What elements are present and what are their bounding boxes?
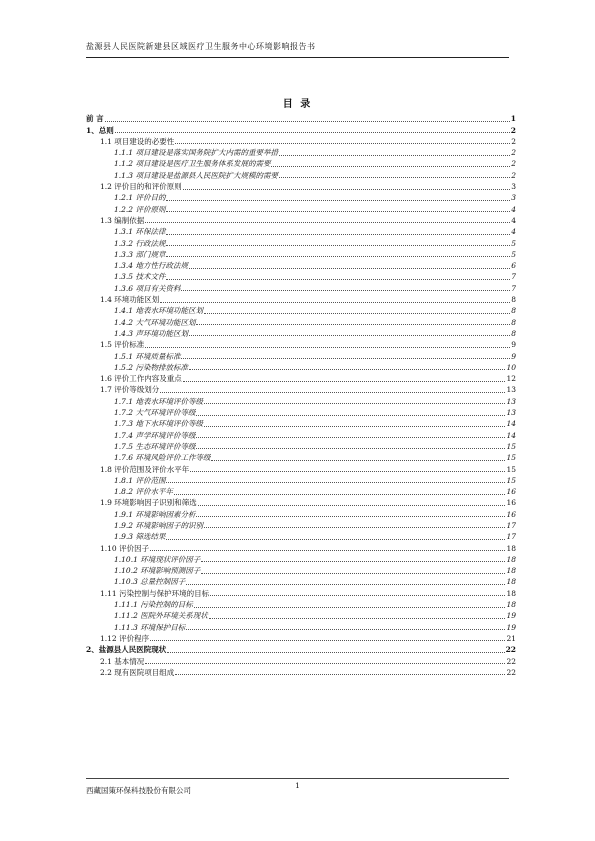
toc-entry-label: 1.12 评价程序 bbox=[100, 633, 150, 643]
toc-entry[interactable] bbox=[86, 497, 516, 508]
toc-leader-dots bbox=[279, 155, 510, 156]
toc-entry[interactable] bbox=[86, 655, 516, 666]
toc-entry[interactable] bbox=[86, 463, 516, 474]
toc-entry[interactable] bbox=[86, 475, 516, 486]
toc-entry-label: 1.3.5 技术文件 bbox=[114, 272, 166, 282]
toc-leader-dots bbox=[166, 245, 510, 246]
toc-entry-label: 1.10.2 环境影响预测因子 bbox=[114, 566, 201, 576]
toc-entry-page: 19 bbox=[506, 611, 516, 621]
footer-rule bbox=[86, 778, 509, 779]
toc-entry-label: 1.1.2 项目建设是医疗卫生服务体系发展的需要 bbox=[114, 159, 271, 169]
toc-entry-page: 19 bbox=[506, 622, 516, 632]
toc-leader-dots bbox=[189, 369, 505, 370]
toc-entry-label: 1.2 评价目的和评价原则 bbox=[100, 182, 182, 192]
toc-entry[interactable] bbox=[86, 215, 516, 226]
table-of-contents bbox=[86, 113, 516, 678]
toc-entry[interactable] bbox=[86, 644, 516, 655]
toc-entry-label: 1.8.1 评价范围 bbox=[114, 475, 166, 485]
toc-entry[interactable] bbox=[86, 147, 516, 158]
toc-leader-dots bbox=[160, 392, 505, 393]
toc-leader-dots bbox=[204, 426, 505, 427]
toc-entry-label: 1.4 环境功能区划 bbox=[100, 295, 160, 305]
toc-leader-dots bbox=[167, 652, 504, 653]
toc-leader-dots bbox=[211, 460, 505, 461]
toc-entry-label: 1.6 评价工作内容及重点 bbox=[100, 374, 182, 384]
toc-entry-label: 1.10.1 环境现状评价因子 bbox=[114, 554, 201, 564]
toc-entry-page: 4 bbox=[511, 227, 516, 237]
page-number: 1 bbox=[295, 781, 300, 790]
toc-entry-page: 2 bbox=[511, 148, 516, 158]
toc-entry-page: 15 bbox=[506, 475, 516, 485]
toc-entry[interactable] bbox=[86, 429, 516, 440]
toc-entry[interactable] bbox=[86, 565, 516, 576]
toc-leader-dots bbox=[196, 415, 505, 416]
toc-entry[interactable] bbox=[86, 542, 516, 553]
toc-entry-label: 1.7.3 地下水环境评价等级 bbox=[114, 419, 203, 429]
toc-entry-page: 16 bbox=[506, 487, 516, 497]
toc-leader-dots bbox=[175, 674, 505, 675]
toc-entry[interactable] bbox=[86, 282, 516, 293]
toc-leader-dots bbox=[190, 471, 505, 472]
toc-entry[interactable] bbox=[86, 486, 516, 497]
toc-entry-label: 2、盐源县人民医院现状 bbox=[86, 645, 167, 655]
toc-entry-page: 22 bbox=[506, 667, 516, 677]
toc-entry-label: 1.9.2 环境影响因子的识别 bbox=[114, 520, 203, 530]
toc-entry-page: 6 bbox=[511, 261, 516, 271]
toc-entry-page: 4 bbox=[511, 215, 516, 225]
toc-entry-page: 18 bbox=[506, 588, 516, 598]
toc-entry[interactable] bbox=[86, 599, 516, 610]
toc-leader-dots bbox=[204, 527, 505, 528]
toc-entry-label: 1.9 环境影响因子识别和筛选 bbox=[100, 498, 197, 508]
toc-entry-page: 5 bbox=[511, 238, 516, 248]
toc-entry-label: 1.1.1 项目建设是落实国务院扩大内需的重要举措 bbox=[114, 148, 278, 158]
toc-entry-page: 3 bbox=[511, 182, 516, 192]
toc-leader-dots bbox=[150, 640, 505, 641]
toc-leader-dots bbox=[166, 234, 510, 235]
toc-entry-label: 1.7 评价等级划分 bbox=[100, 385, 160, 395]
toc-entry-page: 10 bbox=[506, 362, 516, 372]
toc-entry-label: 1.3.4 地方性行政法规 bbox=[114, 261, 188, 271]
toc-entry-page: 13 bbox=[506, 385, 516, 395]
toc-entry-label: 1.11.3 环境保护目标 bbox=[114, 622, 186, 632]
toc-entry-label: 1.7.6 环境风险评价工作等级 bbox=[114, 453, 211, 463]
toc-entry-page: 15 bbox=[506, 464, 516, 474]
toc-entry-page: 18 bbox=[506, 600, 516, 610]
toc-leader-dots bbox=[201, 573, 505, 574]
toc-entry-page: 18 bbox=[506, 566, 516, 576]
toc-entry[interactable] bbox=[86, 621, 516, 632]
toc-entry-page: 3 bbox=[511, 193, 516, 203]
toc-entry[interactable] bbox=[86, 610, 516, 621]
toc-entry[interactable] bbox=[86, 226, 516, 237]
toc-leader-dots bbox=[160, 302, 510, 303]
toc-leader-dots bbox=[183, 381, 506, 382]
toc-leader-dots bbox=[166, 279, 510, 280]
toc-entry-page: 2 bbox=[510, 125, 516, 135]
toc-entry[interactable] bbox=[86, 237, 516, 248]
toc-entry-label: 1.7.4 声学环境评价等级 bbox=[114, 430, 196, 440]
toc-leader-dots bbox=[145, 663, 505, 664]
toc-leader-dots bbox=[279, 177, 510, 178]
toc-entry[interactable] bbox=[86, 667, 516, 678]
toc-entry-label: 2.1 基本情况 bbox=[100, 656, 145, 666]
toc-entry-label: 前 言 bbox=[86, 114, 104, 124]
toc-entry-page: 16 bbox=[506, 498, 516, 508]
toc-entry-label: 1.8 评价范围及评价水平年 bbox=[100, 464, 190, 474]
toc-entry-label: 1.9.3 筛选结果 bbox=[114, 532, 166, 542]
toc-entry[interactable] bbox=[86, 373, 516, 384]
toc-entry-label: 1.4.2 大气环境功能区划 bbox=[114, 317, 196, 327]
toc-entry-page: 18 bbox=[506, 543, 516, 553]
toc-entry-label: 1.11 污染控制与保护环境的目标 bbox=[100, 588, 210, 598]
header-rule bbox=[86, 57, 509, 58]
toc-leader-dots bbox=[166, 211, 510, 212]
toc-entry-page: 21 bbox=[506, 633, 516, 643]
toc-entry-page: 1 bbox=[510, 114, 516, 124]
toc-entry-label: 1.7.2 大气环境评价等级 bbox=[114, 408, 196, 418]
toc-entry[interactable] bbox=[86, 192, 516, 203]
toc-entry[interactable] bbox=[86, 350, 516, 361]
toc-entry-label: 1.11.2 医院外环境关系现状 bbox=[114, 611, 208, 621]
toc-entry-label: 2.2 现有医院项目组成 bbox=[100, 667, 175, 677]
toc-leader-dots bbox=[189, 335, 510, 336]
toc-entry-page: 8 bbox=[511, 295, 516, 305]
toc-title: 目 录 bbox=[282, 99, 313, 110]
toc-entry-page: 17 bbox=[506, 532, 516, 542]
toc-entry-page: 14 bbox=[506, 430, 516, 440]
toc-leader-dots bbox=[166, 539, 505, 540]
toc-entry-label: 1.11.1 污染控制的目标 bbox=[114, 600, 193, 610]
toc-leader-dots bbox=[198, 505, 506, 506]
toc-entry-page: 15 bbox=[506, 453, 516, 463]
toc-leader-dots bbox=[105, 121, 510, 122]
toc-leader-dots bbox=[196, 516, 505, 517]
toc-entry[interactable] bbox=[86, 531, 516, 542]
toc-leader-dots bbox=[201, 561, 505, 562]
toc-entry-page: 8 bbox=[511, 306, 516, 316]
toc-entry[interactable] bbox=[86, 316, 516, 327]
toc-entry-label: 1.4.1 地表水环境功能区划 bbox=[114, 306, 203, 316]
toc-entry[interactable] bbox=[86, 554, 516, 565]
toc-entry-page: 17 bbox=[506, 520, 516, 530]
toc-leader-dots bbox=[145, 222, 510, 223]
toc-entry-page: 12 bbox=[506, 374, 516, 384]
toc-entry-page: 7 bbox=[511, 272, 516, 282]
toc-entry[interactable] bbox=[86, 407, 516, 418]
toc-leader-dots bbox=[196, 448, 505, 449]
toc-entry-page: 13 bbox=[506, 408, 516, 418]
toc-entry-page: 8 bbox=[511, 317, 516, 327]
toc-entry[interactable] bbox=[86, 169, 516, 180]
toc-entry-page: 13 bbox=[506, 396, 516, 406]
toc-leader-dots bbox=[209, 618, 506, 619]
toc-entry[interactable] bbox=[86, 441, 516, 452]
toc-entry[interactable] bbox=[86, 294, 516, 305]
toc-leader-dots bbox=[166, 482, 505, 483]
toc-entry-label: 1.5.2 污染物排放标准 bbox=[114, 362, 188, 372]
toc-entry-page: 2 bbox=[511, 159, 516, 169]
toc-entry-page: 18 bbox=[506, 577, 516, 587]
toc-entry[interactable] bbox=[86, 260, 516, 271]
toc-entry[interactable] bbox=[86, 384, 516, 395]
toc-leader-dots bbox=[204, 313, 510, 314]
toc-entry[interactable] bbox=[86, 587, 516, 598]
toc-entry-page: 22 bbox=[505, 645, 516, 655]
toc-leader-dots bbox=[186, 629, 505, 630]
toc-entry-page: 4 bbox=[511, 204, 516, 214]
toc-entry[interactable] bbox=[86, 339, 516, 350]
toc-entry-page: 2 bbox=[511, 136, 516, 146]
toc-entry-page: 9 bbox=[511, 351, 516, 361]
toc-entry-label: 1.3 编制依据 bbox=[100, 215, 145, 225]
toc-entry-label: 1.2.1 评价目的 bbox=[114, 193, 166, 203]
toc-entry-page: 5 bbox=[511, 249, 516, 259]
toc-entry[interactable] bbox=[86, 158, 516, 169]
toc-leader-dots bbox=[174, 494, 505, 495]
toc-leader-dots bbox=[210, 595, 505, 596]
toc-leader-dots bbox=[186, 584, 505, 585]
toc-entry[interactable] bbox=[86, 136, 516, 147]
toc-entry-label: 1.3.1 环保法律 bbox=[114, 227, 166, 237]
toc-entry-label: 1.10 评价因子 bbox=[100, 543, 150, 553]
toc-entry-page: 2 bbox=[511, 170, 516, 180]
toc-entry[interactable] bbox=[86, 633, 516, 644]
toc-leader-dots bbox=[150, 550, 505, 551]
toc-entry-label: 1.3.3 部门规章 bbox=[114, 249, 166, 259]
toc-entry-page: 14 bbox=[506, 419, 516, 429]
toc-entry-label: 1.8.2 评价水平年 bbox=[114, 487, 173, 497]
toc-entry-label: 1.4.3 声环境功能区划 bbox=[114, 328, 188, 338]
toc-entry-page: 22 bbox=[506, 656, 516, 666]
toc-leader-dots bbox=[145, 347, 510, 348]
toc-entry-label: 1.3.6 项目有关资料 bbox=[114, 283, 181, 293]
toc-entry[interactable] bbox=[86, 113, 516, 124]
toc-entry[interactable] bbox=[86, 418, 516, 429]
toc-entry[interactable] bbox=[86, 203, 516, 214]
toc-entry[interactable] bbox=[86, 576, 516, 587]
toc-leader-dots bbox=[181, 290, 510, 291]
toc-entry-label: 1.7.1 地表水环境评价等级 bbox=[114, 396, 203, 406]
toc-entry[interactable] bbox=[86, 452, 516, 463]
toc-leader-dots bbox=[196, 324, 510, 325]
footer-company: 西藏国策环保科技股份有限公司 bbox=[86, 786, 191, 795]
toc-entry[interactable] bbox=[86, 362, 516, 373]
toc-leader-dots bbox=[166, 256, 510, 257]
toc-leader-dots bbox=[204, 403, 505, 404]
toc-entry-label: 1.1.3 项目建设是盐源县人民医院扩大规模的需要 bbox=[114, 170, 278, 180]
toc-entry-page: 7 bbox=[511, 283, 516, 293]
toc-entry[interactable] bbox=[86, 249, 516, 260]
toc-entry[interactable] bbox=[86, 124, 516, 135]
toc-entry-label: 1.9.1 环境影响因素分析 bbox=[114, 509, 196, 519]
toc-entry-page: 15 bbox=[506, 441, 516, 451]
toc-entry[interactable] bbox=[86, 181, 516, 192]
toc-entry[interactable] bbox=[86, 395, 516, 406]
toc-leader-dots bbox=[115, 132, 510, 133]
toc-leader-dots bbox=[181, 358, 510, 359]
toc-leader-dots bbox=[183, 189, 510, 190]
toc-entry-page: 8 bbox=[511, 328, 516, 338]
toc-leader-dots bbox=[166, 200, 510, 201]
toc-entry-label: 1.10.3 总量控制因子 bbox=[114, 577, 186, 587]
toc-entry[interactable] bbox=[86, 520, 516, 531]
toc-leader-dots bbox=[194, 607, 506, 608]
toc-entry[interactable] bbox=[86, 508, 516, 519]
toc-entry-label: 1.5.1 环境质量标准 bbox=[114, 351, 181, 361]
toc-entry[interactable] bbox=[86, 271, 516, 282]
toc-leader-dots bbox=[196, 437, 505, 438]
toc-leader-dots bbox=[175, 143, 510, 144]
running-header: 盐源县人民医院新建县区域医疗卫生服务中心环境影响报告书 bbox=[86, 42, 316, 51]
toc-entry-label: 1、总则 bbox=[86, 125, 114, 135]
toc-entry[interactable] bbox=[86, 328, 516, 339]
toc-entry-label: 1.7.5 生态环境评价等级 bbox=[114, 441, 196, 451]
toc-entry-page: 18 bbox=[506, 554, 516, 564]
toc-leader-dots bbox=[271, 166, 510, 167]
toc-entry-label: 1.5 评价标准 bbox=[100, 340, 145, 350]
toc-entry-label: 1.2.2 评价原则 bbox=[114, 204, 166, 214]
toc-entry[interactable] bbox=[86, 305, 516, 316]
toc-entry-page: 16 bbox=[506, 509, 516, 519]
toc-entry-page: 9 bbox=[511, 340, 516, 350]
toc-entry-label: 1.1 项目建设的必要性 bbox=[100, 136, 175, 146]
toc-entry-label: 1.3.2 行政法规 bbox=[114, 238, 166, 248]
toc-leader-dots bbox=[189, 268, 510, 269]
